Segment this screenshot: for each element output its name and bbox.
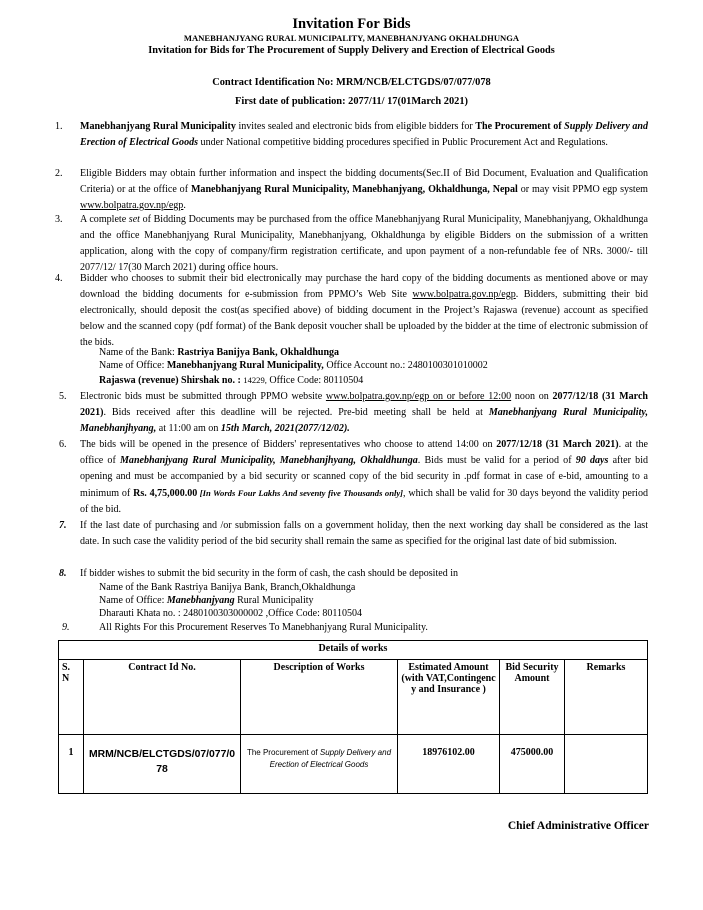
table-caption: Details of works (59, 641, 648, 660)
cash-khata-line: Dharauti Khata no. : 2480100303000002 ,Office Code: 80110504 (99, 608, 363, 619)
office-name-line: Name of Office: Manebhanjyang Rural Municipality, Office Account no.: 2480100301010002 (99, 360, 488, 371)
signature-title: Chief Administrative Officer (507, 820, 649, 832)
paragraph-number: 1. (55, 121, 63, 132)
publication-date: First date of publication: 2077/11/ 17(01March 2021) (234, 96, 468, 107)
paragraph-6: The bids will be opened in the presence of Bidders' representatives who choose to attend 14:00 on 2077/12/18 (31 March 2021). at the office of Manebhanjyang Rural Municipality, Manebhanjhyang, Okhaldhunga. Bids must be valid for a period of 90 days after bid opening and must be accompanied by a bid security or scanned copy of the bid security in .pdf format in case of e-bid, amounting to a minimum of Rs. 4,75,000.00 [In Words Four Lakhs And seventy five Thousands only], which shall be valid for 30 days beyond the validity period of the bid. (80, 439, 649, 516)
header-remarks: Remarks (565, 660, 648, 735)
egp-link[interactable]: www.bolpatra.gov.np/egp (80, 200, 184, 212)
paragraph-number: 4. (55, 273, 63, 284)
cell-remarks (565, 735, 648, 794)
organization-name: MANEBHANJYANG RURAL MUNICIPALITY, MANEBHANJYANG OKHALDHUNGA (183, 33, 520, 43)
notice-subtitle: Invitation for Bids for The Procurement of Supply Delivery and Erection of Electrical Goods (148, 45, 555, 56)
paragraph-number: 6. (59, 439, 67, 450)
table-header-row (59, 660, 648, 735)
cell-contract-id: MRM/NCB/ELCTGDS/07/077/0 78 (84, 735, 241, 794)
header-sn: S. N (59, 660, 84, 735)
egp-link[interactable]: www.bolpatra.gov.np/egp (412, 289, 516, 301)
cell-sn: 1 (59, 735, 84, 794)
cell-description: The Procurement of Supply Delivery and Erection of Electrical Goods (241, 735, 398, 794)
paragraph-4: Bidder who chooses to submit their bid electronically may purchase the hard copy of the bidding documents as mentioned above or may download the bidding documents for e-submission from PPMO’s Web Site www.bolpatra.gov.np/egp. Bidders, submitting their bid electronically, should deposit the cost(as specified above) of bidding document in the Project’s Rajaswa (revenue) account as specified below and the scanned copy (pdf format) of the Bank deposit voucher shall be uploaded by the bidder at the time of electronic submission of the bids. (80, 273, 648, 349)
paragraph-5: Electronic bids must be submitted through PPMO website www.bolpatra.gov.np/egp on or before 12:00 noon on 2077/12/18 (31 March 2021). Bids received after this deadline will be rejected. Pre-bid meeting shall be held at Manebhanjyang Rural Municipality, Manebhanjhyang, at 11:00 am on 15th March, 2021(2077/12/02). (80, 391, 648, 435)
paragraph-number: 9. (62, 622, 70, 633)
header-contract-id: Contract Id No. (84, 660, 241, 735)
paragraph-2: Eligible Bidders may obtain further information and inspect the bidding documents(Sec.II of Bid Document, Evaluation and Qualification Criteria) or at the office of Manebhanjyang Rural Municipality, Manebhanjyang, Okhaldhunga, Nepal or may visit PPMO egp system www.bolpatra.gov.np/egp. (80, 168, 648, 212)
cash-office-line: Name of Office: Manebhanjyang Rural Municipality (99, 595, 314, 606)
paragraph-9: All Rights For this Procurement Reserves To Manebhanjyang Rural Municipality. (99, 622, 428, 633)
paragraph-number: 8. (59, 568, 67, 579)
paragraph-8: If bidder wishes to submit the bid security in the form of cash, the cash should be deposited in (80, 568, 459, 579)
paragraph-number: 5. (59, 391, 67, 402)
header-estimated-amount: Estimated Amount (with VAT,Contingenc y and Insurance ) (398, 660, 500, 735)
table-row (59, 735, 648, 794)
paragraph-3: A complete set of Bidding Documents may be purchased from the office Manebhanjyang Rural Municipality, Manebhanjyang, Okhaldhunga and the office Manebhanjyang Rural Municipality, Manebhanjyang, Okhaldhunga by eligible Bidders on the submission of a written application, along with the copy of company/firm registration certificate, and upon payment of a non-refundable fee of NRs. 3000/- till 2077/12/ 17(30 March 2021) during office hours. (80, 214, 648, 274)
paragraph-1: Manebhanjyang Rural Municipality invites sealed and electronic bids from eligible bidders for The Procurement of Supply Delivery and Erection of Electrical Goods under National competitive bidding procedures specified in Public Procurement Act and Regulations. (80, 121, 648, 149)
cell-estimated-amount: 18976102.00 (398, 735, 500, 794)
cell-bid-security: 475000.00 (500, 735, 565, 794)
works-table (58, 640, 648, 794)
table-caption-row (59, 641, 648, 660)
bank-name-line: Name of the Bank: Rastriya Banijya Bank, Okhaldhunga (99, 347, 340, 358)
cash-bank-line: Name of the Bank Rastriya Banijya Bank, Branch,Okhaldhunga (99, 582, 356, 593)
paragraph-7: If the last date of purchasing and /or submission falls on a government holiday, then the next working day shall be considered as the last date. In such case the validity period of the bid security shall remain the same as specified for the original last date of bid submission. (80, 520, 648, 548)
contract-identification: Contract Identification No: MRM/NCB/ELCTGDS/07/077/078 (212, 77, 491, 88)
page-title: Invitation For Bids (292, 16, 411, 32)
paragraph-number: 7. (59, 520, 67, 531)
paragraph-number: 3. (55, 214, 63, 225)
egp-link[interactable]: www.bolpatra.gov.np/egp on or before 12:00 (325, 391, 512, 402)
revenue-line: Rajaswa (revenue) Shirshak no. : 14229, Office Code: 80110504 (99, 375, 364, 386)
paragraph-number: 2. (55, 168, 63, 179)
header-bid-security: Bid Security Amount (500, 660, 565, 735)
header-description: Description of Works (241, 660, 398, 735)
